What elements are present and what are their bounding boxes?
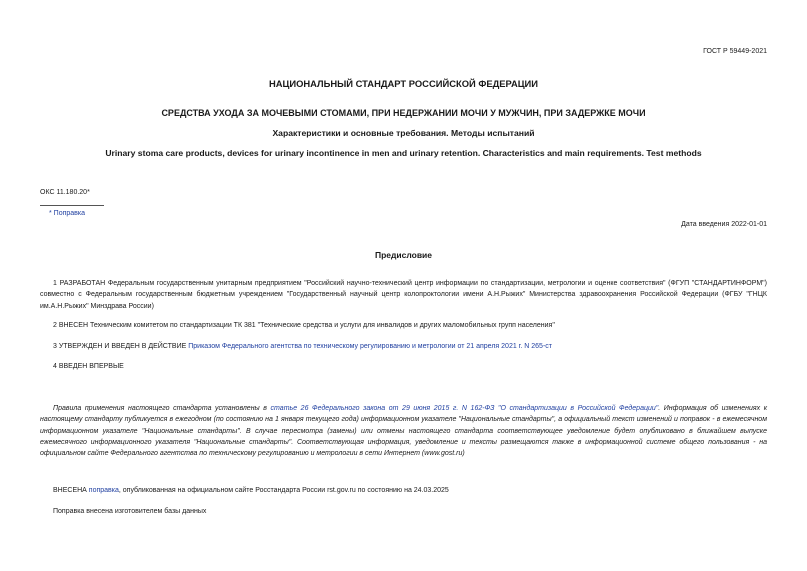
preface-item-1: 1 РАЗРАБОТАН Федеральным государственным унитарным предприятием "Российский научно-технический центр информации по стандартизации, метрологии и оценке соответствия" (ФГУП "СТАНДАРТИНФОРМ") совместно с Федеральным государственным бюджетным учреждением "Государственный научный центр колопроктологии имени А.Н.Рыжих" Министерства здравоохранения Российской Федерации (ФГБУ "ГНЦК им.А.Н.Рыжих" Минздрава России): [40, 280, 767, 310]
rules-paragraph: [40, 403, 767, 459]
document-subtitle-ru: Характеристики и основные требования. Методы испытаний: [272, 128, 535, 138]
amendment-prefix: ВНЕСЕНА: [53, 487, 89, 494]
preface-item-3: [53, 341, 767, 352]
approval-order-link[interactable]: Приказом Федерального агентства по техническому регулированию и метрологии от 21 апреля 2021 г. N 265-ст: [188, 343, 552, 350]
amendment-suffix: , опубликованная на официальном сайте Росстандарта России rst.gov.ru по состоянию на 24.03.2025: [118, 487, 449, 494]
oks-code: ОКС 11.180.20*: [40, 189, 90, 196]
preface-title: Предисловие: [374, 250, 433, 260]
rules-text-suffix: . Информация об изменениях к настоящему стандарту публикуется в ежегодном (по состоянию на 1 января текущего года) информационном указателе "Национальные стандарты", а официальный текст изменений и поправок - в ежемесячном информационном указателе "Национальные стандарты". В случае пересмотра (замены) или отмены настоящего стандарта соответствующее уведомление будет опубликовано в ближайшем выпуске ежемесячного информационного указателя "Национальные стандарты". Соответствующая информация, уведомление и тексты размещаются также в информационной системе общего пользования - на официальном сайте Федерального агентства по техническому регулированию и метрологии в сети Интернет (www.gost.ru): [40, 405, 767, 458]
preface-item-4: 4 ВВЕДЕН ВПЕРВЫЕ: [53, 363, 124, 370]
document-number: ГОСТ Р 59449-2021: [703, 48, 767, 55]
document-title-ru: СРЕДСТВА УХОДА ЗА МОЧЕВЫМИ СТОМАМИ, ПРИ НЕДЕРЖАНИИ МОЧИ У МУЖЧИН, ПРИ ЗАДЕРЖКЕ МОЧИ: [161, 108, 646, 118]
rules-text-prefix: Правила применения настоящего стандарта установлены в: [53, 405, 271, 412]
federal-law-link[interactable]: статье 26 Федерального закона от 29 июня 2015 г. N 162-ФЗ "О стандартизации в Российской Федерации": [270, 405, 659, 412]
introduction-date: Дата введения 2022-01-01: [681, 221, 767, 228]
document-title-en: Urinary stoma care products, devices for urinary incontinence in men and urinary retention. Characteristics and main requirements. Test methods: [105, 148, 702, 158]
amendment-paragraph: [53, 485, 767, 496]
preface-item-3-text: 3 УТВЕРЖДЕН И ВВЕДЕН В ДЕЙСТВИЕ: [53, 343, 189, 350]
amendment-note: Поправка внесена изготовителем базы данных: [53, 508, 207, 515]
footnote-divider: [40, 205, 104, 206]
preface-item-2: 2 ВНЕСЕН Техническим комитетом по стандартизации ТК 381 "Технические средства и услуги для инвалидов и других маломобильных групп населения": [53, 322, 555, 329]
amendment-footnote-link[interactable]: * Поправка: [49, 210, 85, 217]
national-standard-heading: НАЦИОНАЛЬНЫЙ СТАНДАРТ РОССИЙСКОЙ ФЕДЕРАЦИИ: [268, 78, 539, 89]
amendment-link[interactable]: поправка: [88, 487, 119, 494]
